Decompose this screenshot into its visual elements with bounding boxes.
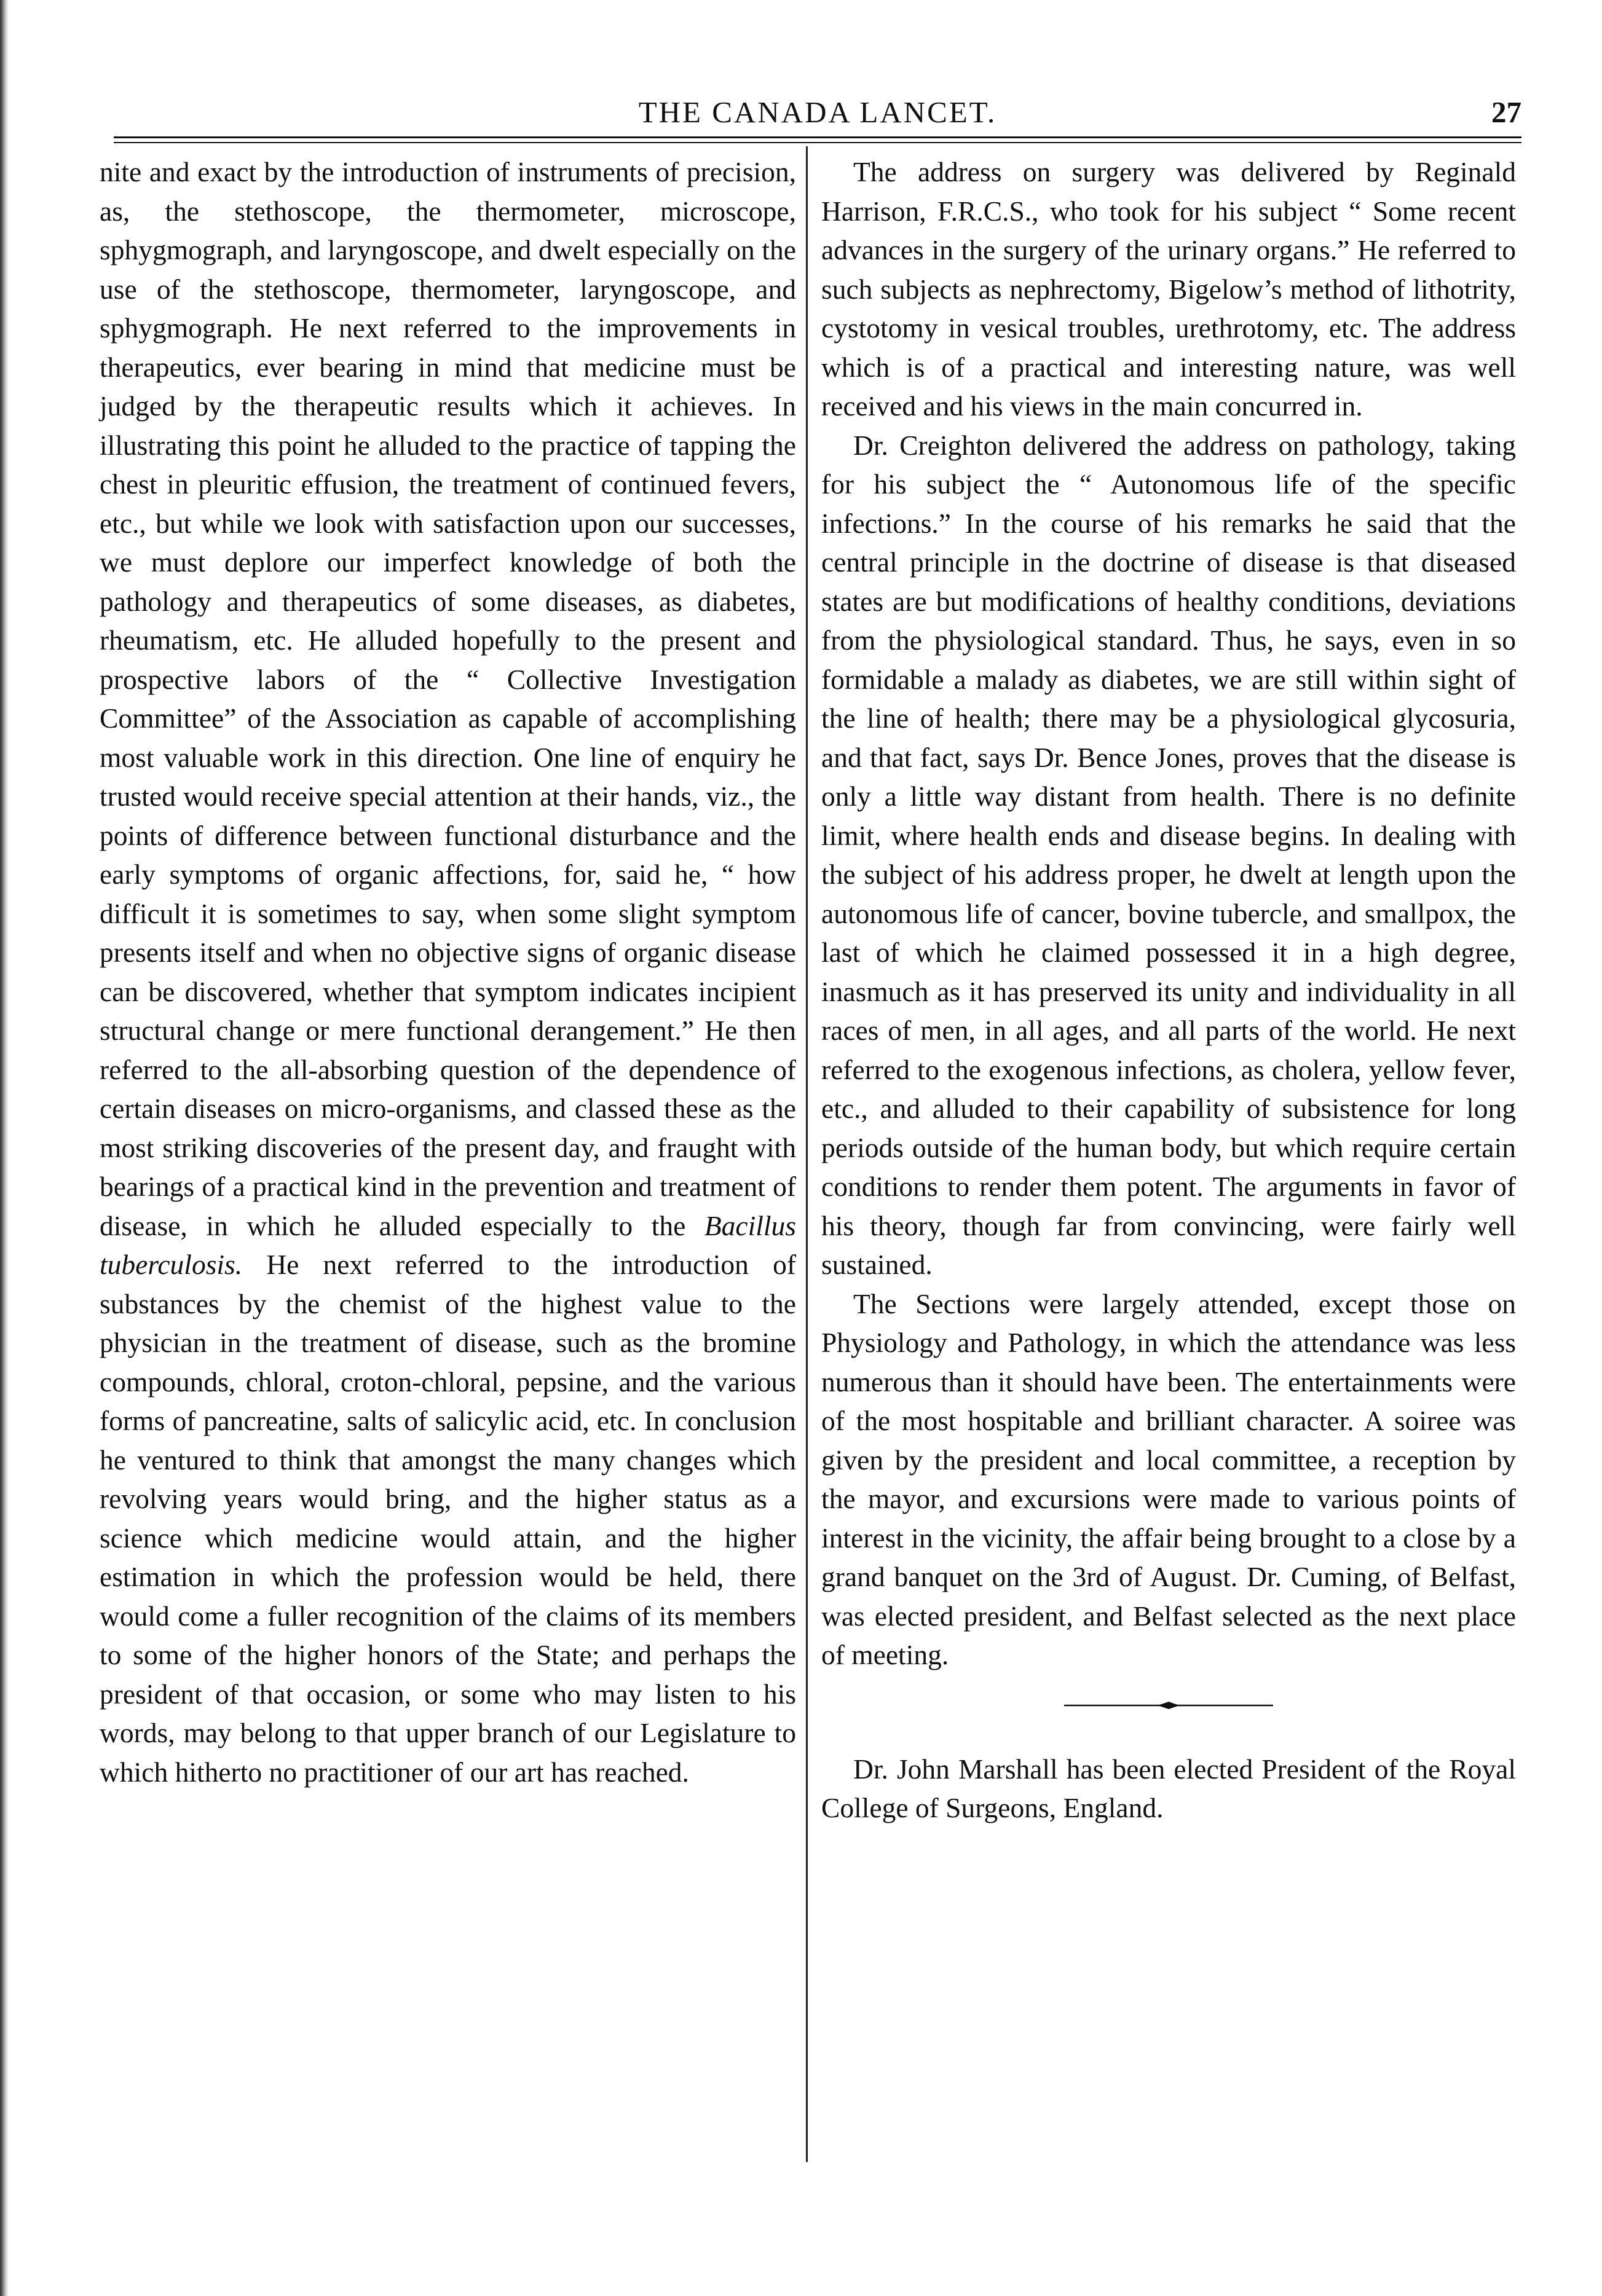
column-divider [806, 146, 808, 2162]
scan-edge-shadow [0, 0, 9, 2296]
right-column [821, 152, 1516, 1828]
left-column [100, 152, 796, 1791]
header-double-rule [114, 136, 1521, 143]
pathology-address-paragraph: Dr. Creighton delivered the address on pathology, taking for his subject the “ Autonomous life of the specific infections.” In the course of his remarks he said that the central principle in the doctrine of disease is that diseased states are but modifications of healthy conditions, deviations from the physiological standard. Thus, he says, even in so formidable a malady as diabetes, we are still within sight of the line of health; there may be a physiological glycosuria, and that fact, says Dr. Bence Jones, proves that the disease is only a little way distant from health. There is no definite limit, where health ends and disease begins. In dealing with the subject of his address proper, he dwelt at length upon the autonomous life of cancer, bovine tubercle, and smallpox, the last of which he claimed possessed it in a high degree, inasmuch as it has preserved its unity and individuality in all races of men, in all ages, and all parts of the world. He next referred to the exogenous infections, as cholera, yellow fever, etc., and alluded to their capability of subsistence for long periods outside of the human body, but which require certain conditions to render them potent. The arguments in favor of his theory, though far from convincing, were fairly well sustained. [821, 429, 1516, 1280]
surgery-address-paragraph: The address on surgery was delivered by Reginald Harrison, F.R.C.S., who took for his subject “ Some recent advances in the surgery of the urinary organs.” He referred to such subjects as nephrectomy, Bigelow’s method of lithotrity, cystotomy in vesical troubles, urethrotomy, etc. The address which is of a practical and interesting nature, was well received and his views in the main concurred in. [821, 156, 1516, 422]
sections-paragraph: The Sections were largely attended, except those on Physiology and Pathology, in which the attendance was less numerous than it should have been. The entertainments were of the most hospitable and brilliant character. A soiree was given by the president and local committee, a reception by the mayor, and excursions were made to various points of interest in the vicinity, the affair being brought to a close by a grand banquet on the 3rd of August. Dr. Cuming, of Belfast, was elected president, and Belfast selected as the next place of meeting. [821, 1288, 1516, 1670]
left-paragraph [100, 152, 796, 1791]
left-paragraph-text-b: He next referred to the introduction of substances by the chemist of the highest value to the physician in the treatment of disease, such as the bromine compounds, chloral, croton-chloral, pepsine, and the various forms of pancreatine, salts of salicylic acid, etc. In conclusion he ventured to think that amongst the many changes which revolving years would bring, and the higher status as a science which medicine would attain, and the higher estimation in which the profession would be held, there would come a fuller recognition of the claims of its members to some of the higher honors of the State; and perhaps the president of that occasion, or some who may listen to his words, may belong to that upper branch of our Legislature to which hitherto no practitioner of our art has reached. [100, 1249, 797, 1788]
left-paragraph-text-a: nite and exact by the introduction of instruments of precision, as, the stethoscope, the thermometer, microscope, sphygmograph, and laryngoscope, and dwelt especially on the use of the stethoscope, thermometer, laryngoscope, and sphygmograph. He next referred to the improvements in therapeutics, ever bearing in mind that medicine must be judged by the therapeutic results which it achieves. In illustrating this point he alluded to the practice of tapping the chest in pleuritic effusion, the treatment of continued fevers, etc., but while we look with satisfaction upon our successes, we must deplore our imperfect knowledge of both the pathology and therapeutics of some diseases, as diabetes, rheumatism, etc. He alluded hopefully to the present and prospective labors of the “ Collective Investigation Committee” of the Association as capable of accomplishing most valuable work in this direction. One line of enquiry he trusted would receive special attention at their hands, viz., the points of difference between functional disturbance and the early symptoms of organic affections, for, said he, “ how difficult it is sometimes to say, when some slight symptom presents itself and when no objective signs of organic disease can be discovered, whether that symptom indicates incipient structural change or mere functional derangement.” He then referred to the all-absorbing question of the dependence of certain diseases on micro-organisms, and classed these as the most striking discoveries of the present day, and fraught with bearings of a practical kind in the prevention and treatment of disease, in which he alluded especially to the [100, 156, 796, 1241]
section-divider-ornament [1058, 1687, 1279, 1724]
running-header [114, 91, 1521, 134]
journal-title: THE CANADA LANCET. [638, 95, 997, 129]
page-number: 27 [1491, 95, 1521, 129]
marshall-notice-paragraph: Dr. John Marshall has been elected President of the Royal College of Surgeons, England. [821, 1753, 1516, 1823]
species-name-italic: Bacillus tuberculosis. [100, 1209, 797, 1280]
